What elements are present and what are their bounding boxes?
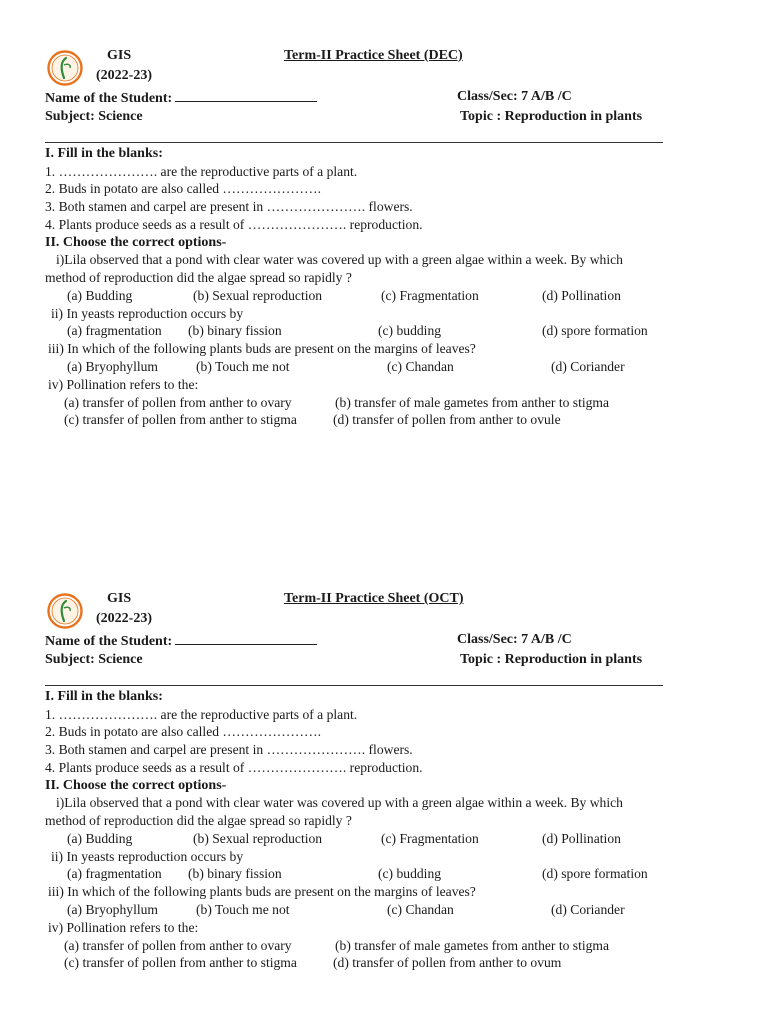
question-4: iv) Pollination refers to the: bbox=[48, 377, 199, 392]
q2-option-b: (b) binary fission bbox=[188, 866, 282, 881]
q2-option-a: (a) fragmentation bbox=[67, 323, 162, 338]
fill-blank-3: 3. Both stamen and carpel are present in …………………. flowers. bbox=[45, 199, 413, 214]
fill-blank-1: 1. …………………. are the reproductive parts of a plant. bbox=[45, 164, 358, 179]
student-name-blank[interactable] bbox=[175, 89, 317, 102]
section-choose-options-title: II. Choose the correct options- bbox=[45, 235, 227, 250]
practice-sheet-oct bbox=[0, 543, 768, 983]
q3-option-d: (d) Coriander bbox=[551, 359, 625, 374]
class-section-label: Class/Sec: 7 A/B /C bbox=[457, 89, 572, 104]
q1-option-d: (d) Pollination bbox=[542, 831, 621, 846]
q1-option-a: (a) Budding bbox=[67, 831, 133, 846]
q4-option-c: (c) transfer of pollen from anther to stigma bbox=[64, 955, 297, 970]
section-fill-blanks-title: I. Fill in the blanks: bbox=[45, 689, 163, 704]
q4-option-d: (d) transfer of pollen from anther to ovule bbox=[333, 412, 561, 427]
q4-option-d: (d) transfer of pollen from anther to ovum bbox=[333, 955, 562, 970]
question-3: iii) In which of the following plants buds are present on the margins of leaves? bbox=[48, 884, 476, 899]
student-name-label: Name of the Student: bbox=[45, 89, 317, 107]
fill-blank-2: 2. Buds in potato are also called …………………. bbox=[45, 724, 321, 739]
question-4: iv) Pollination refers to the: bbox=[48, 920, 199, 935]
class-section-label: Class/Sec: 7 A/B /C bbox=[457, 632, 572, 647]
q1-option-a: (a) Budding bbox=[67, 288, 133, 303]
school-name: GIS bbox=[107, 48, 132, 63]
question-3: iii) In which of the following plants buds are present on the margins of leaves? bbox=[48, 341, 476, 356]
fill-blank-1: 1. …………………. are the reproductive parts of a plant. bbox=[45, 707, 358, 722]
practice-sheet-dec bbox=[0, 0, 768, 440]
sheet-title: Term-II Practice Sheet (OCT) bbox=[284, 591, 464, 606]
q4-option-b: (b) transfer of male gametes from anther to stigma bbox=[335, 395, 610, 410]
header-divider bbox=[45, 142, 663, 143]
section-choose-options-title: II. Choose the correct options- bbox=[45, 778, 227, 793]
sheet-title: Term-II Practice Sheet (DEC) bbox=[284, 48, 463, 63]
q4-option-a: (a) transfer of pollen from anther to ovary bbox=[64, 938, 292, 953]
q3-option-a: (a) Bryophyllum bbox=[67, 359, 158, 374]
student-name-label: Name of the Student: bbox=[45, 632, 317, 650]
subject-label: Subject: Science bbox=[45, 652, 143, 667]
school-name: GIS bbox=[107, 591, 132, 606]
q2-option-c: (c) budding bbox=[378, 866, 442, 881]
subject-label: Subject: Science bbox=[45, 109, 143, 124]
question-2: ii) In yeasts reproduction occurs by bbox=[51, 849, 244, 864]
q3-option-d: (d) Coriander bbox=[551, 902, 625, 917]
q4-option-a: (a) transfer of pollen from anther to ovary bbox=[64, 395, 292, 410]
q2-option-b: (b) binary fission bbox=[188, 323, 282, 338]
q3-option-c: (c) Chandan bbox=[387, 902, 454, 917]
q1-option-c: (c) Fragmentation bbox=[381, 288, 479, 303]
academic-year: (2022-23) bbox=[96, 611, 152, 626]
q1-option-b: (b) Sexual reproduction bbox=[193, 288, 323, 303]
q2-option-a: (a) fragmentation bbox=[67, 866, 162, 881]
section-fill-blanks-title: I. Fill in the blanks: bbox=[45, 146, 163, 161]
q2-option-c: (c) budding bbox=[378, 323, 442, 338]
question-1-line-2: method of reproduction did the algae spread so rapidly ? bbox=[45, 270, 352, 285]
fill-blank-2: 2. Buds in potato are also called …………………. bbox=[45, 181, 321, 196]
school-logo-icon bbox=[47, 50, 83, 86]
q3-option-a: (a) Bryophyllum bbox=[67, 902, 158, 917]
q1-option-b: (b) Sexual reproduction bbox=[193, 831, 323, 846]
question-1-line-1: i)Lila observed that a pond with clear water was covered up with a green algae within a week. By which bbox=[56, 252, 623, 267]
fill-blank-4: 4. Plants produce seeds as a result of …………………. reproduction. bbox=[45, 217, 423, 232]
q4-option-c: (c) transfer of pollen from anther to stigma bbox=[64, 412, 297, 427]
topic-label: Topic : Reproduction in plants bbox=[460, 109, 643, 124]
fill-blank-4: 4. Plants produce seeds as a result of …………………. reproduction. bbox=[45, 760, 423, 775]
q1-option-c: (c) Fragmentation bbox=[381, 831, 479, 846]
fill-blank-3: 3. Both stamen and carpel are present in …………………. flowers. bbox=[45, 742, 413, 757]
question-1-line-1: i)Lila observed that a pond with clear water was covered up with a green algae within a week. By which bbox=[56, 795, 623, 810]
school-logo-icon bbox=[47, 593, 83, 629]
q2-option-d: (d) spore formation bbox=[542, 866, 648, 881]
header-divider bbox=[45, 685, 663, 686]
q4-option-b: (b) transfer of male gametes from anther to stigma bbox=[335, 938, 610, 953]
question-1-line-2: method of reproduction did the algae spread so rapidly ? bbox=[45, 813, 352, 828]
q3-option-b: (b) Touch me not bbox=[196, 359, 290, 374]
student-name-blank[interactable] bbox=[175, 632, 317, 645]
q2-option-d: (d) spore formation bbox=[542, 323, 648, 338]
q1-option-d: (d) Pollination bbox=[542, 288, 621, 303]
topic-label: Topic : Reproduction in plants bbox=[460, 652, 643, 667]
q3-option-c: (c) Chandan bbox=[387, 359, 454, 374]
academic-year: (2022-23) bbox=[96, 68, 152, 83]
q3-option-b: (b) Touch me not bbox=[196, 902, 290, 917]
question-2: ii) In yeasts reproduction occurs by bbox=[51, 306, 244, 321]
